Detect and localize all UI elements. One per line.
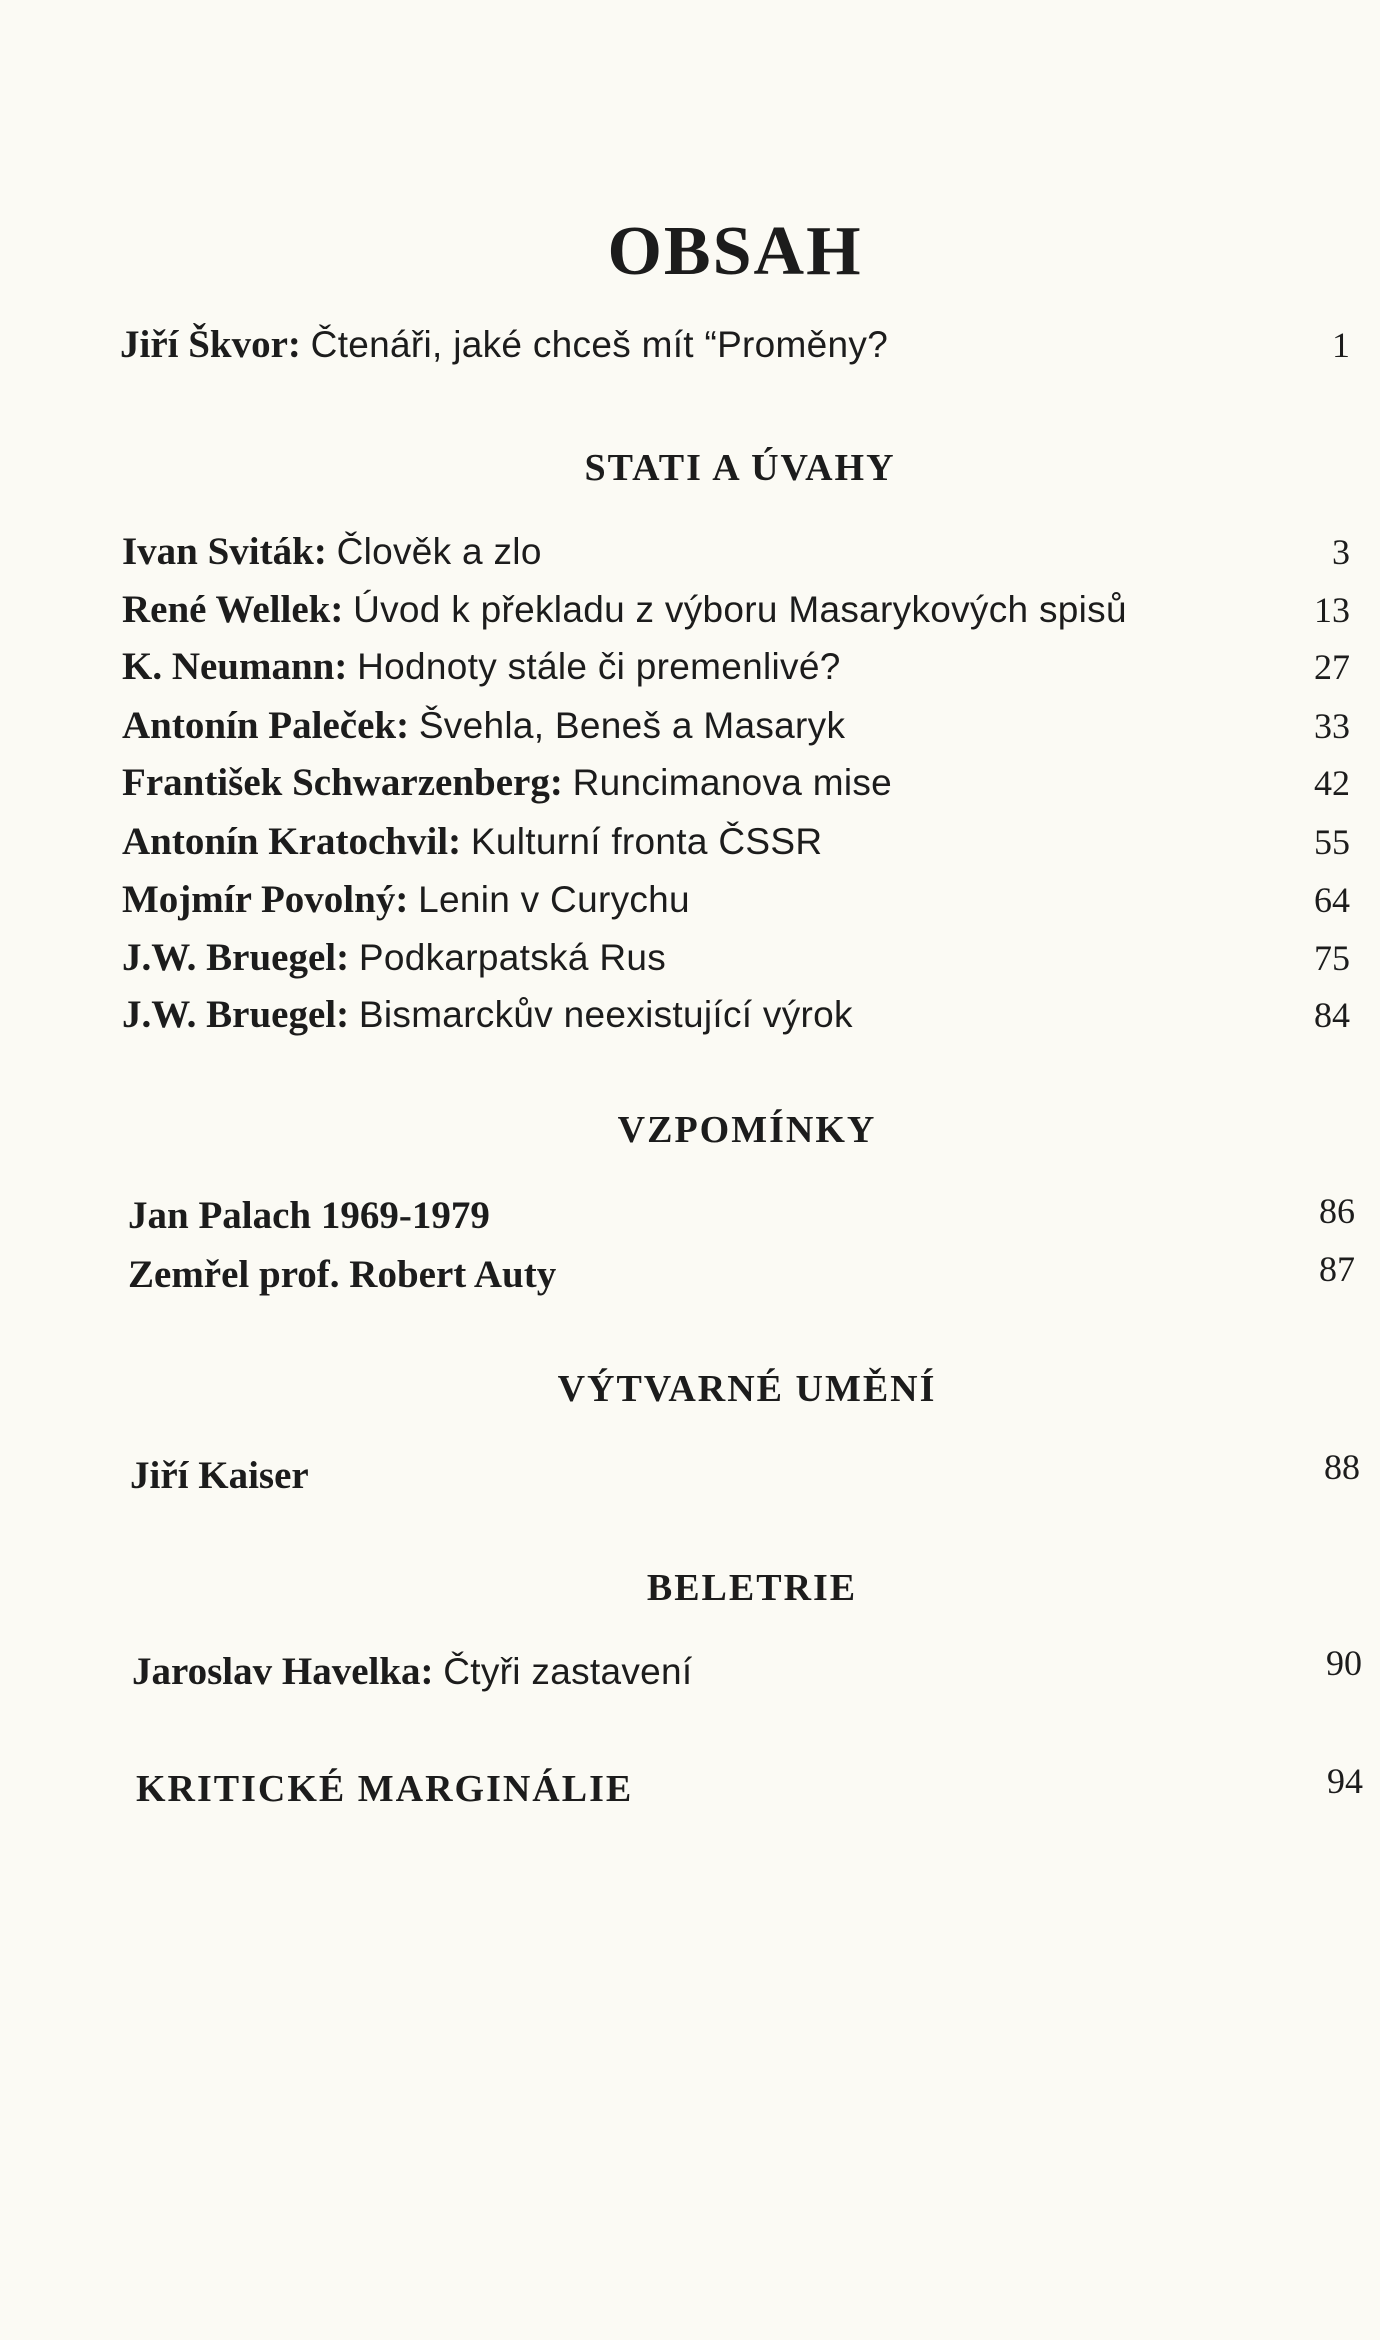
entry-author: František Schwarzenberg: xyxy=(122,761,563,804)
entry-author: Antonín Paleček: xyxy=(122,704,410,747)
toc-entry xyxy=(122,701,845,751)
entry-page-number: 88 xyxy=(1324,1447,1360,1487)
toc-entry xyxy=(122,642,841,692)
entry-title: Bismarckův neexistující výrok xyxy=(358,994,853,1035)
entry-title: Lenin v Curychu xyxy=(418,879,690,920)
toc-entry xyxy=(122,585,1127,635)
section-heading-kriticke: KRITICKÉ MARGINÁLIE xyxy=(136,1768,634,1810)
entry-author: J.W. Bruegel: xyxy=(122,936,350,979)
section-heading-stati: STATI A ÚVAHY xyxy=(584,447,896,489)
entry-title: Úvod k překladu z výboru Masarykových spisů xyxy=(353,589,1127,630)
entry-page-number: 1 xyxy=(1332,325,1350,365)
entry-page-number: 42 xyxy=(1314,763,1350,803)
entry-title: Hodnoty stále či premenlivé? xyxy=(357,646,841,687)
entry-author: Jaroslav Havelka: xyxy=(132,1650,434,1693)
section-heading-vzpominky: VZPOMÍNKY xyxy=(617,1109,877,1151)
entry-page-number: 33 xyxy=(1314,706,1350,746)
toc-entry xyxy=(122,758,892,808)
entry-author: Jan Palach 1969-1979 xyxy=(128,1194,490,1237)
entry-page-number: 75 xyxy=(1314,938,1350,978)
entry-title: Kulturní fronta ČSSR xyxy=(470,821,823,862)
entry-title: Člověk a zlo xyxy=(336,531,542,572)
entry-author: Zemřel prof. Robert Auty xyxy=(128,1253,557,1296)
entry-page-number: 84 xyxy=(1314,995,1350,1035)
entry-title: Švehla, Beneš a Masaryk xyxy=(418,705,846,746)
entry-page-number: 86 xyxy=(1319,1191,1355,1231)
entry-author: Mojmír Povolný: xyxy=(122,878,409,921)
toc-entry xyxy=(128,1250,556,1300)
toc-entry xyxy=(122,990,853,1040)
toc-entry xyxy=(130,1451,309,1501)
entry-page-number: 3 xyxy=(1332,532,1350,572)
entry-author: J.W. Bruegel: xyxy=(122,993,350,1036)
entry-page-number: 27 xyxy=(1314,647,1350,687)
entry-author: René Wellek: xyxy=(122,588,344,631)
entry-author: Jiří Kaiser xyxy=(130,1454,309,1497)
entry-page-number: 13 xyxy=(1314,590,1350,630)
entry-title: Podkarpatská Rus xyxy=(358,937,667,978)
page-title: OBSAH xyxy=(607,213,863,290)
entry-page-number: 55 xyxy=(1314,822,1350,862)
entry-author: K. Neumann: xyxy=(122,645,348,688)
section-heading-beletrie: BELETRIE xyxy=(646,1567,858,1609)
entry-title: Čtyři zastavení xyxy=(443,1651,693,1692)
entry-author: Ivan Sviták: xyxy=(122,530,327,573)
toc-entry xyxy=(132,1647,692,1697)
toc-entry xyxy=(128,1191,490,1241)
toc-entry xyxy=(122,527,542,577)
entry-title: Runcimanova mise xyxy=(572,762,893,803)
entry-author: Jiří Škvor: xyxy=(120,323,301,366)
entry-title: Čtenáři, jaké chceš mít “Proměny? xyxy=(310,324,889,365)
entry-page-number: 87 xyxy=(1319,1249,1355,1289)
toc-entry xyxy=(122,875,690,925)
toc-entry xyxy=(122,933,666,983)
section-heading-vytvarne: VÝTVARNÉ UMĚNÍ xyxy=(557,1368,937,1410)
entry-page-number: 90 xyxy=(1326,1643,1362,1683)
entry-author: Antonín Kratochvil: xyxy=(122,820,462,863)
entry-page-number: 64 xyxy=(1314,880,1350,920)
entry-page-number: 94 xyxy=(1327,1761,1363,1801)
toc-entry-intro xyxy=(120,320,888,370)
toc-entry xyxy=(122,817,822,867)
